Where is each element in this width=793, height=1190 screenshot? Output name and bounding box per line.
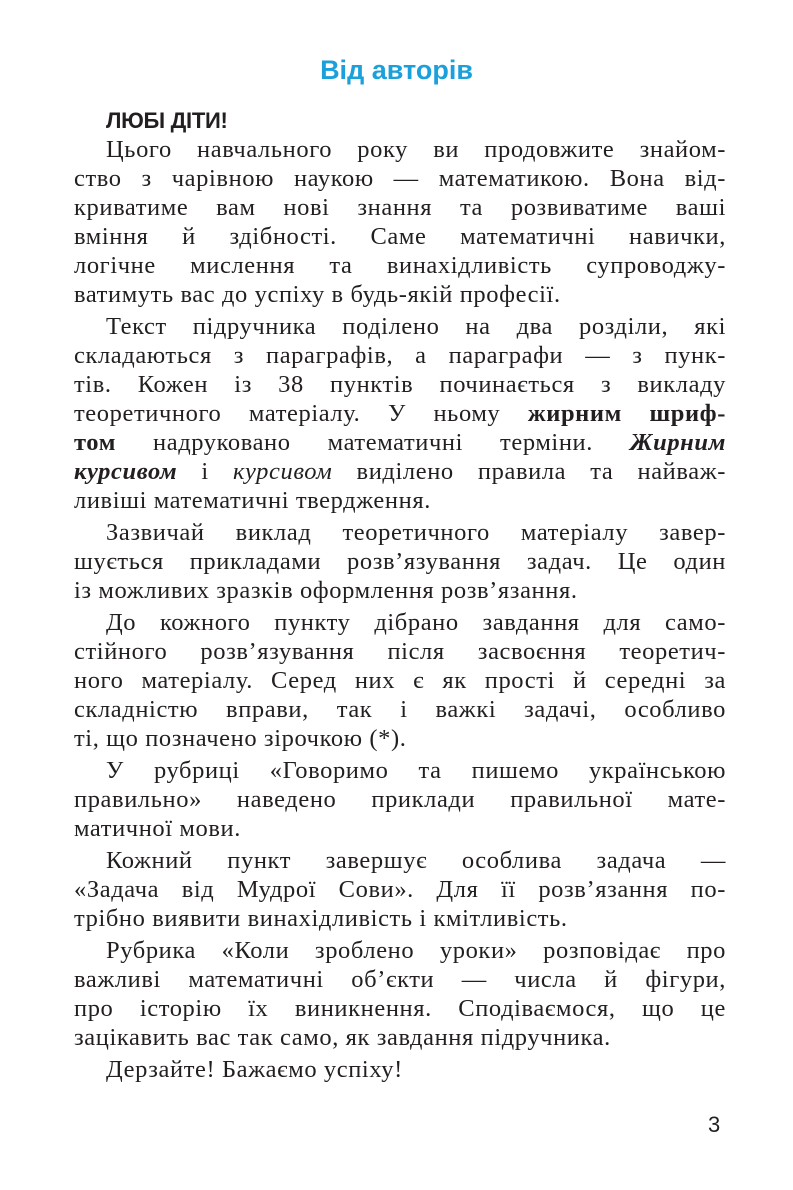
paragraph-1 [74, 135, 726, 309]
text-line: криватиме вам нові знання та розвиватиме ваші [74, 194, 726, 221]
bold-term: том [74, 429, 116, 456]
text-line: Зазвичай виклад теоретичного матеріалу завер- [106, 519, 726, 546]
paragraph-5 [74, 756, 726, 843]
text-run: теоретичного матеріалу. У ньому [74, 400, 528, 427]
bold-term: жирним шриф- [527, 400, 726, 427]
body-text [74, 135, 726, 1087]
text-line: У рубриці «Говоримо та пишемо українською [106, 757, 726, 784]
text-line: матичної мови. [74, 815, 241, 842]
text-line: зацікавить вас так само, як завдання підручника. [74, 1024, 611, 1051]
paragraph-4 [74, 608, 726, 753]
text-line: важливі математичні об’єкти — числа й фігури, [74, 966, 726, 993]
paragraph-2 [74, 312, 726, 515]
text-line: шується прикладами розв’язування задач. Це один [74, 548, 726, 575]
text-line: ного матеріалу. Серед них є як прості й середні за [74, 667, 726, 694]
text-run: надруковано математичні терміни. [115, 429, 631, 456]
bold-italic-term: Жирним [630, 429, 726, 456]
text-line: стійного розв’язування після засвоєння теоретич- [74, 638, 726, 665]
text-line: складністю вправи, так і важкі задачі, особливо [74, 696, 726, 723]
text-line: «Задача від Мудрої Сови». Для її розв’язання по- [74, 876, 726, 903]
greeting-heading: ЛЮБІ ДІТИ! [106, 108, 228, 133]
text-line: Дерзайте! Бажаємо успіху! [106, 1056, 403, 1083]
text-line: Рубрика «Коли зроблено уроки» розповідає про [106, 937, 726, 964]
text-line: про історію їх виникнення. Сподіваємося, що це [74, 995, 726, 1022]
text-line: правильно» наведено приклади правильної мате- [74, 786, 726, 813]
text-run: і [177, 458, 233, 485]
text-line: трібно виявити винахідливість і кмітливість. [74, 905, 568, 932]
paragraph-8 [74, 1055, 726, 1084]
text-run: виділено правила та найваж- [332, 458, 726, 485]
text-line: ті, що позначено зірочкою (*). [74, 725, 407, 752]
text-line: ливіші математичні твердження. [74, 487, 431, 514]
paragraph-6 [74, 846, 726, 933]
text-line: До кожного пункту дібрано завдання для само- [106, 609, 726, 636]
page-number: 3 [708, 1112, 721, 1137]
text-line: Кожний пункт завершує особлива задача — [106, 847, 726, 874]
text-line: Цього навчального року ви продовжите знайом- [106, 136, 726, 163]
text-line: тів. Кожен із 38 пунктів починається з викладу [74, 371, 726, 398]
text-line: ватимуть вас до успіху в будь-якій професії. [74, 281, 561, 308]
text-line: складаються з параграфів, а параграфи — з пунк- [74, 342, 726, 369]
paragraph-3 [74, 518, 726, 605]
text-line: із можливих зразків оформлення розв’язання. [74, 577, 578, 604]
bold-italic-term: курсивом [74, 458, 178, 485]
page-title: Від авторів [320, 55, 473, 85]
paragraph-7 [74, 936, 726, 1052]
text-line [74, 428, 726, 457]
text-line: вміння й здібності. Саме математичні навички, [74, 223, 726, 250]
text-line: Текст підручника поділено на два розділи, які [106, 313, 726, 340]
text-line: ство з чарівною наукою — математикою. Вона від- [74, 165, 726, 192]
text-line [74, 399, 726, 428]
italic-term: курсивом [232, 458, 333, 485]
text-line: логічне мислення та винахідливість супроводжу- [74, 252, 726, 279]
text-line [74, 457, 726, 486]
